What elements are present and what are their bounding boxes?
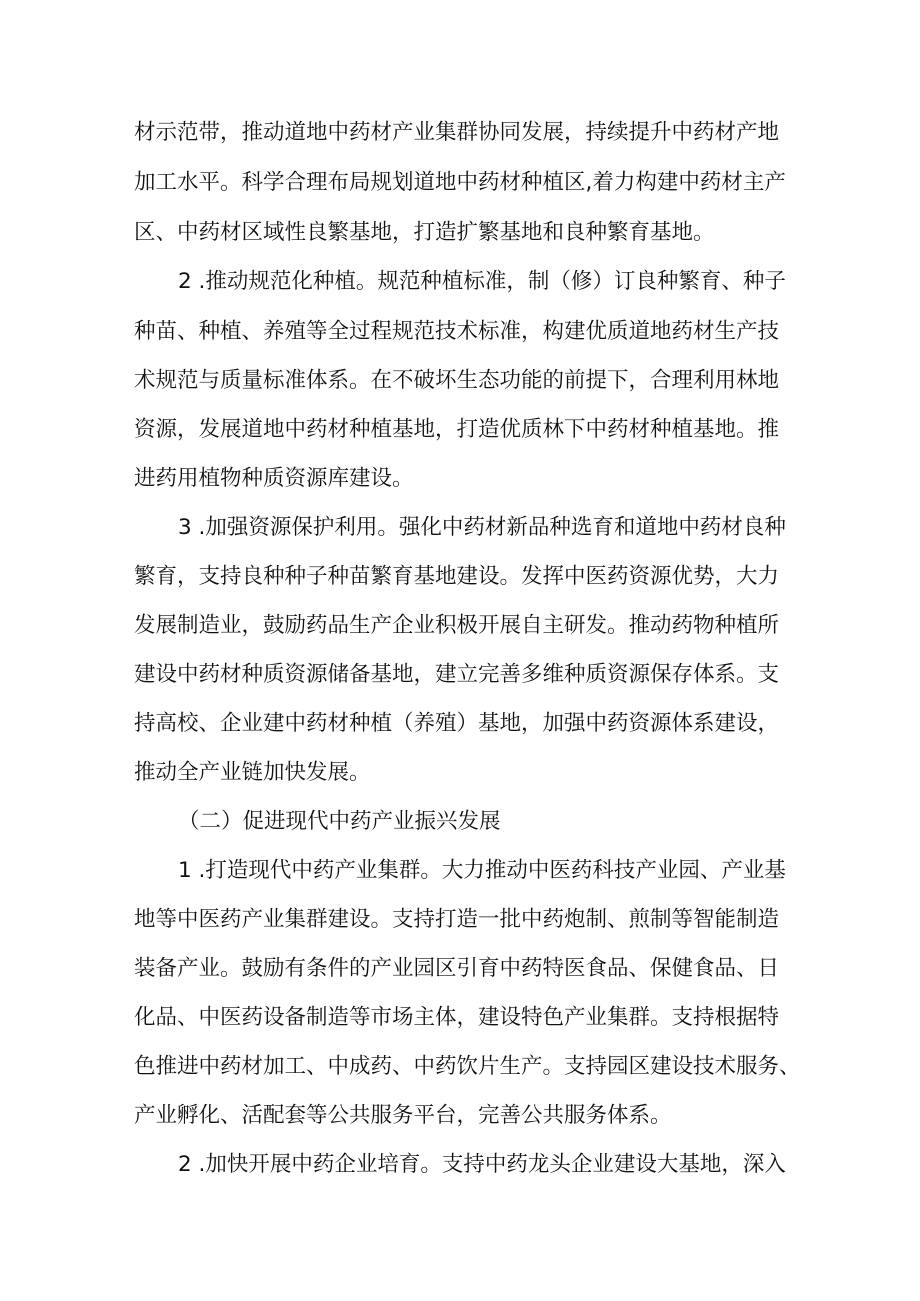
text-line: 建设中药材种质资源储备基地，建立完善多维种质资源保存体系。支 bbox=[134, 662, 780, 687]
paragraph-start-line: 2 .推动规范化种植。规范种植标准，制（修）订良种繁育、种子 bbox=[178, 269, 786, 294]
text-line: 色推进中药材加工、中成药、中药饮片生产。支持园区建设技术服务、 bbox=[134, 1054, 801, 1079]
text-line: 种苗、种植、养殖等全过程规范技术标准，构建优质道地药材生产技 bbox=[134, 319, 780, 344]
text-line: 材示范带，推动道地中药材产业集群协同发展，持续提升中药材产地 bbox=[134, 120, 780, 145]
text-line: 区、中药材区域性良繁基地，打造扩繁基地和良种繁育基地。 bbox=[134, 220, 715, 245]
text-line: 繁育，支持良种种子种苗繁育基地建设。发挥中医药资源优势，大力 bbox=[134, 564, 780, 589]
text-line: 资源，发展道地中药材种植基地，打造优质林下中药材种植基地。推 bbox=[134, 417, 780, 442]
paragraph-start-line: 3 .加强资源保护利用。强化中药材新品种选育和道地中药材良种 bbox=[178, 515, 786, 540]
text-line: 推动全产业链加快发展。 bbox=[134, 760, 371, 785]
section-heading: （二）促进现代中药产业振兴发展 bbox=[178, 809, 501, 834]
paragraph-start-line: 2 .加快开展中药企业培育。支持中药龙头企业建设大基地，深入 bbox=[178, 1152, 786, 1177]
text-line: 地等中医药产业集群建设。支持打造一批中药炮制、煎制等智能制造 bbox=[134, 907, 780, 932]
paragraph-start-line: 1 .打造现代中药产业集群。大力推动中医药科技产业园、产业基 bbox=[178, 858, 786, 883]
text-line: 产业孵化、活配套等公共服务平台，完善公共服务体系。 bbox=[134, 1103, 672, 1128]
text-line: 加工水平。科学合理布局规划道地中药材种植区,着力构建中药材主产 bbox=[134, 170, 786, 195]
text-line: 化品、中医药设备制造等市场主体，建设特色产业集群。支持根据特 bbox=[134, 1005, 780, 1030]
text-line: 装备产业。鼓励有条件的产业园区引育中药特医食品、保健食品、日 bbox=[134, 956, 780, 981]
text-line: 持高校、企业建中药材种植（养殖）基地，加强中药资源体系建设， bbox=[134, 711, 780, 736]
text-line: 术规范与质量标准体系。在不破坏生态功能的前提下，合理利用林地 bbox=[134, 368, 780, 393]
text-line: 进药用植物种质资源库建设。 bbox=[134, 466, 414, 491]
text-line: 发展制造业，鼓励药品生产企业积极开展自主研发。推动药物种植所 bbox=[134, 613, 780, 638]
